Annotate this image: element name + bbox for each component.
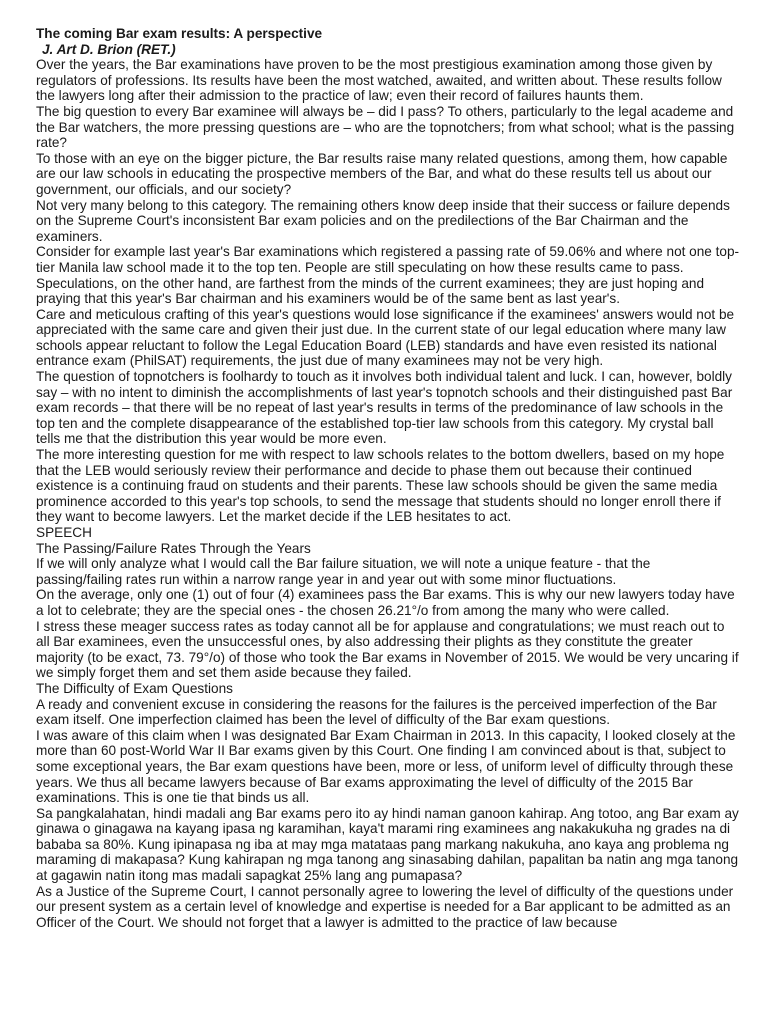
paragraph-3: To those with an eye on the bigger picture, the Bar results raise many related questions, among them, how capable are our law schools in educating the prospective members of the Bar, and what do these results tell us about our government, our officials, and our society?	[36, 150, 728, 197]
section-heading-speech: SPEECH	[36, 525, 92, 540]
paragraph-6: Care and meticulous crafting of this year's questions would lose significance if the examinees' answers would not be appreciated with the same care and given their just due. In the current state of our legal education where many law schools appear reluctant to follow the Legal Education Board (LEB) standards and have even resisted its national entrance exam (PhilSAT) requirements, the just due of many examinees may not be very high.	[36, 306, 735, 369]
paragraph-5: Consider for example last year's Bar examinations which registered a passing rate of 59.06% and where not one top-tier Manila law school made it to the top ten. People are still speculating on how these results came to pass. Speculations, on the other hand, are farthest from the minds of the current examinees; they are just hoping and praying that this year's Bar chairman and his examiners would be of the same bent as last year's.	[36, 244, 740, 307]
paragraph-12: A ready and convenient excuse in considering the reasons for the failures is the perceived imperfection of the Bar exam itself. One imperfection claimed has been the level of difficulty of the Bar exam questions.	[36, 696, 717, 728]
paragraph-15: As a Justice of the Supreme Court, I cannot personally agree to lowering the level of difficulty of the questions under our present system as a certain level of knowledge and expertise is needed for a Bar applicant to be admitted as an Officer of the Court. We should not forget that a lawyer is admitted to the practice of law because	[36, 883, 734, 930]
paragraph-1: Over the years, the Bar examinations have proven to be the most prestigious examination among those given by regulators of professions. Its results have been the most watched, awaited, and written about. These results follow the lawyers long after their admission to the practice of law; even their record of failures haunts them.	[36, 57, 722, 104]
article-title: The coming Bar exam results: A perspective	[36, 26, 323, 41]
section-heading-passing-rates: The Passing/Failure Rates Through the Years	[36, 540, 311, 556]
paragraph-11: I stress these meager success rates as today cannot all be for applause and congratulations; we must reach out to all Bar examinees, even the unsuccessful ones, by also addressing their plights as they constitute the greater majority (to be exact, 73. 79°/o) of those who took the Bar exams in November of 2015. We would be very uncaring if we simply forget them and set them aside because they failed.	[36, 618, 739, 681]
paragraph-14-filipino: Sa pangkalahatan, hindi madali ang Bar exams pero ito ay hindi naman ganoon kahirap. Ang totoo, ang Bar exam ay ginawa o ginagawa na kayang ipasa ng karamihan, kaya't marami ring examinees ang nakakukuha ng grades na di bababa sa 80%. Kung ipinapasa ng iba at may mga matataas pang markang nakukuha, ano kaya ang problema ng maraming di makapasa? Kung kahirapan ng mga tanong ang sinasabing dahilan, papalitan ba natin ang mga tanong at gagawin natin itong mas madali sapagkat 25% lang ang pumapasa?	[36, 805, 739, 884]
paragraph-13: I was aware of this claim when I was designated Bar Exam Chairman in 2013. In this capacity, I looked closely at the more than 60 post-World War II Bar exams given by this Court. One finding I am convinced about is that, subject to some exceptional years, the Bar exam questions have been, more or less, of uniform level of difficulty through these years. We thus all became lawyers because of Bar exams approximating the level of difficulty of the 2015 Bar examinations. This is one tie that binds us all.	[36, 727, 736, 806]
paragraph-2: The big question to every Bar examinee will always be – did I pass? To others, particularly to the legal academe and the Bar watchers, the more pressing questions are – who are the topnotchers; from what school; what is the passing rate?	[36, 103, 735, 151]
article-author: J. Art D. Brion (RET.)	[42, 41, 176, 57]
paragraph-7: The question of topnotchers is foolhardy to touch as it involves both individual talent and luck. I can, however, boldly say – with no intent to diminish the accomplishments of last year's topnotch schools and their distinguished past Bar exam records – that there will be no repeat of last year's results in terms of the predominance of law schools in the top ten and the complete disappearance of the established top-tier law schools from this category. My crystal ball tells me that the distribution this year would be more even.	[36, 369, 733, 447]
paragraph-9: If we will only analyze what I would call the Bar failure situation, we will note a unique feature - that the passing/failing rates run within a narrow range year in and year out with some minor fluctuations.	[36, 556, 651, 587]
paragraph-4: Not very many belong to this category. The remaining others know deep inside that their success or failure depends on the Supreme Court's inconsistent Bar exam policies and on the predilections of the Bar Chairman and the examiners.	[36, 197, 730, 244]
paragraph-8: The more interesting question for me with respect to law schools relates to the bottom dwellers, based on my hope that the LEB would seriously review their performance and decide to phase them out because their continued existence is a continuing fraud on students and their parents. These law schools should be given the same media prominence accorded to this year's top schools, to send the message that students should no longer enroll there if they want to become lawyers. Let the market decide if the LEB hesitates to act.	[36, 447, 725, 525]
section-heading-difficulty: The Difficulty of Exam Questions	[36, 680, 233, 696]
paragraph-10: On the average, only one (1) out of four (4) examinees pass the Bar exams. This is why our new lawyers today have a lot to celebrate; they are the special ones - the chosen 26.21°/o from among the many who were called.	[36, 587, 735, 618]
